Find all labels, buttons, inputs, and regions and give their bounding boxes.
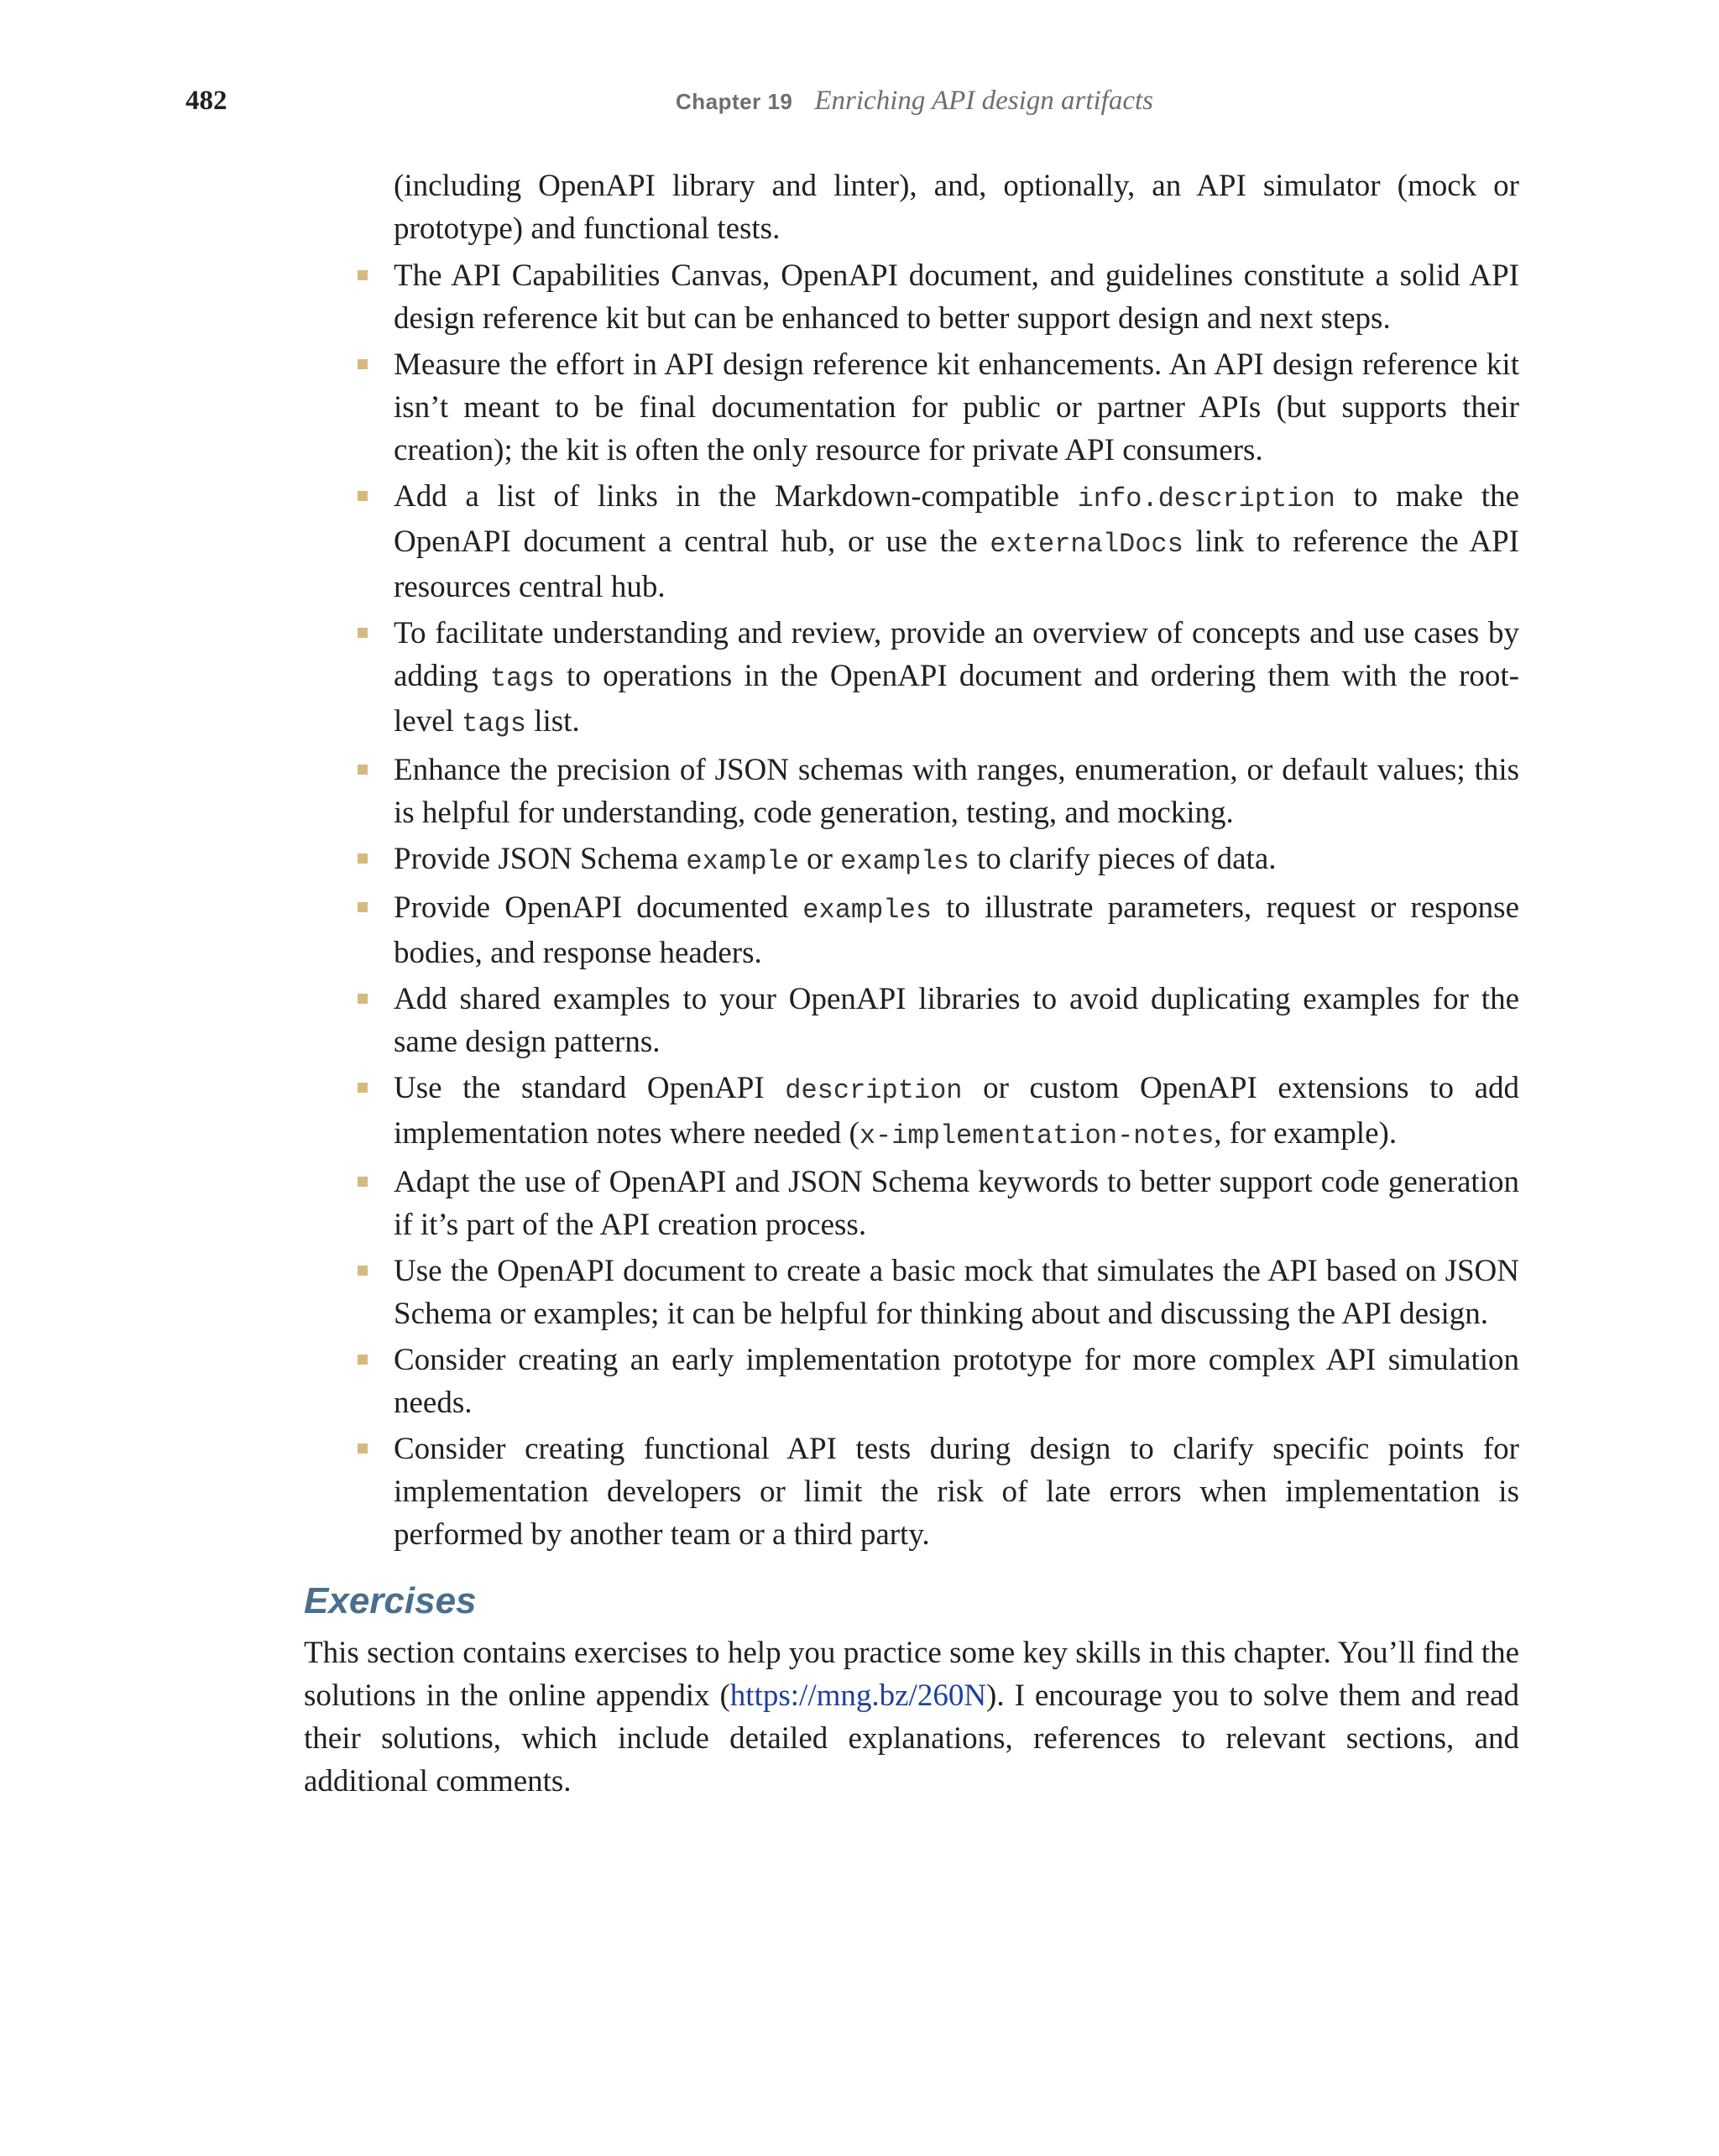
bullet-text: list. [525, 704, 580, 739]
bullet-square-icon [358, 1177, 368, 1187]
bullet-square-icon [358, 854, 368, 864]
bullet-square-icon [358, 1443, 368, 1454]
bullet-text: Adapt the use of OpenAPI and JSON Schema keywords to better support code generation if it’s part of the API creation process. [394, 1165, 1519, 1242]
bullet-text: Consider creating an early implementation prototype for more complex API simulation needs. [394, 1343, 1519, 1420]
section-heading-exercises: Exercises [304, 1580, 477, 1621]
continuation-paragraph: (including OpenAPI library and linter), and, optionally, an API simulator (mock or prototype) and functional tests. [394, 169, 1519, 246]
page-number: 482 [185, 86, 227, 116]
list-item [304, 343, 1519, 472]
bullet-square-icon [358, 270, 368, 280]
bullet-text: Use the OpenAPI document to create a basic mock that simulates the API based on JSON Schema or examples; it can be helpful for thinking about and discussing the API design. [394, 1254, 1519, 1331]
bullet-square-icon [358, 359, 368, 369]
page-header [185, 81, 1514, 121]
chapter-title: Enriching API design artifacts [814, 86, 1153, 116]
exercises-text-after: ). I encourage you to solve them and read their solutions, which include detailed explanations, references to relevant sections, and additional comments. [304, 1678, 1519, 1798]
inline-code: description [785, 1075, 963, 1106]
bullet-square-icon [358, 628, 368, 638]
bullet-text: Add a list of links in the Markdown-compatible [394, 479, 1078, 514]
bullet-text: To facilitate understanding and review, provide an overview of concepts and use cases by adding [394, 616, 1519, 693]
list-item [304, 612, 1519, 745]
bullet-text: or [798, 842, 841, 876]
bullet-text: Provide OpenAPI documented [394, 890, 803, 925]
bullet-square-icon [358, 765, 368, 775]
list-item [304, 749, 1519, 834]
bullet-text: Consider creating functional API tests during design to clarify specific points for implementation developers or limit the risk of late errors when implementation is performed by another team or a third party. [394, 1432, 1519, 1552]
inline-code: x-implementation-notes [859, 1120, 1215, 1151]
inline-code: tags [462, 708, 526, 739]
bullet-text: , for example). [1214, 1116, 1398, 1151]
bullet-text: Provide JSON Schema [394, 842, 687, 876]
inline-code: tags [489, 663, 555, 694]
page-content [304, 164, 1519, 1803]
bullet-text: to make the OpenAPI document a central hub, or use the [394, 479, 1520, 559]
bullet-square-icon [358, 491, 368, 501]
inline-code: example [686, 846, 799, 877]
list-item [304, 978, 1519, 1063]
exercises-text-before: This section contains exercises to help you practice some key skills in this chapter. You’ll find the solutions in the online appendix ( [304, 1636, 1519, 1713]
bullet-square-icon [358, 1266, 368, 1276]
list-item [304, 1067, 1519, 1157]
appendix-link[interactable]: https://mng.bz/260N [729, 1678, 987, 1713]
bullet-text: Use the standard OpenAPI [394, 1071, 786, 1105]
list-item [304, 475, 1519, 608]
bullet-text: to illustrate parameters, request or response bodies, and response headers. [394, 890, 1519, 970]
list-item [304, 1339, 1519, 1424]
inline-code: externalDocs [990, 529, 1183, 560]
inline-code: examples [802, 895, 932, 926]
running-head [676, 81, 1153, 126]
list-item [304, 1428, 1519, 1556]
bullet-text: Measure the effort in API design reference kit enhancements. An API design reference kit isn’t meant to be final documentation for public or partner APIs (but supports their creation); the kit is often the only resource for private API consumers. [394, 347, 1519, 467]
exercises-paragraph [304, 1631, 1519, 1803]
list-item [304, 1161, 1519, 1246]
bullet-text: link to reference the API resources central hub. [394, 525, 1519, 604]
bullet-text: or custom OpenAPI extensions to add implementation notes where needed ( [394, 1071, 1519, 1151]
list-item [304, 886, 1519, 974]
summary-bullet-list [304, 254, 1519, 1556]
bullet-text: to operations in the OpenAPI document and ordering them with the root-level [394, 659, 1520, 739]
list-item [304, 254, 1519, 340]
bullet-text: Enhance the precision of JSON schemas with ranges, enumeration, or default values; this is helpful for understanding, code generation, testing, and mocking. [394, 753, 1519, 830]
bullet-text: to clarify pieces of data. [969, 842, 1277, 876]
bullet-square-icon [358, 1083, 368, 1093]
bullet-square-icon [358, 902, 368, 912]
bullet-text: The API Capabilities Canvas, OpenAPI document, and guidelines constitute a solid API design reference kit but can be enhanced to better support design and next steps. [394, 258, 1519, 336]
bullet-text: Add shared examples to your OpenAPI libraries to avoid duplicating examples for the same design patterns. [394, 982, 1519, 1059]
bullet-square-icon [358, 1355, 368, 1365]
list-item [304, 838, 1519, 883]
bullet-square-icon [358, 994, 368, 1004]
chapter-label: Chapter 19 [676, 89, 793, 114]
inline-code: info.description [1077, 483, 1335, 514]
inline-code: examples [840, 846, 969, 877]
list-item [304, 1250, 1519, 1335]
